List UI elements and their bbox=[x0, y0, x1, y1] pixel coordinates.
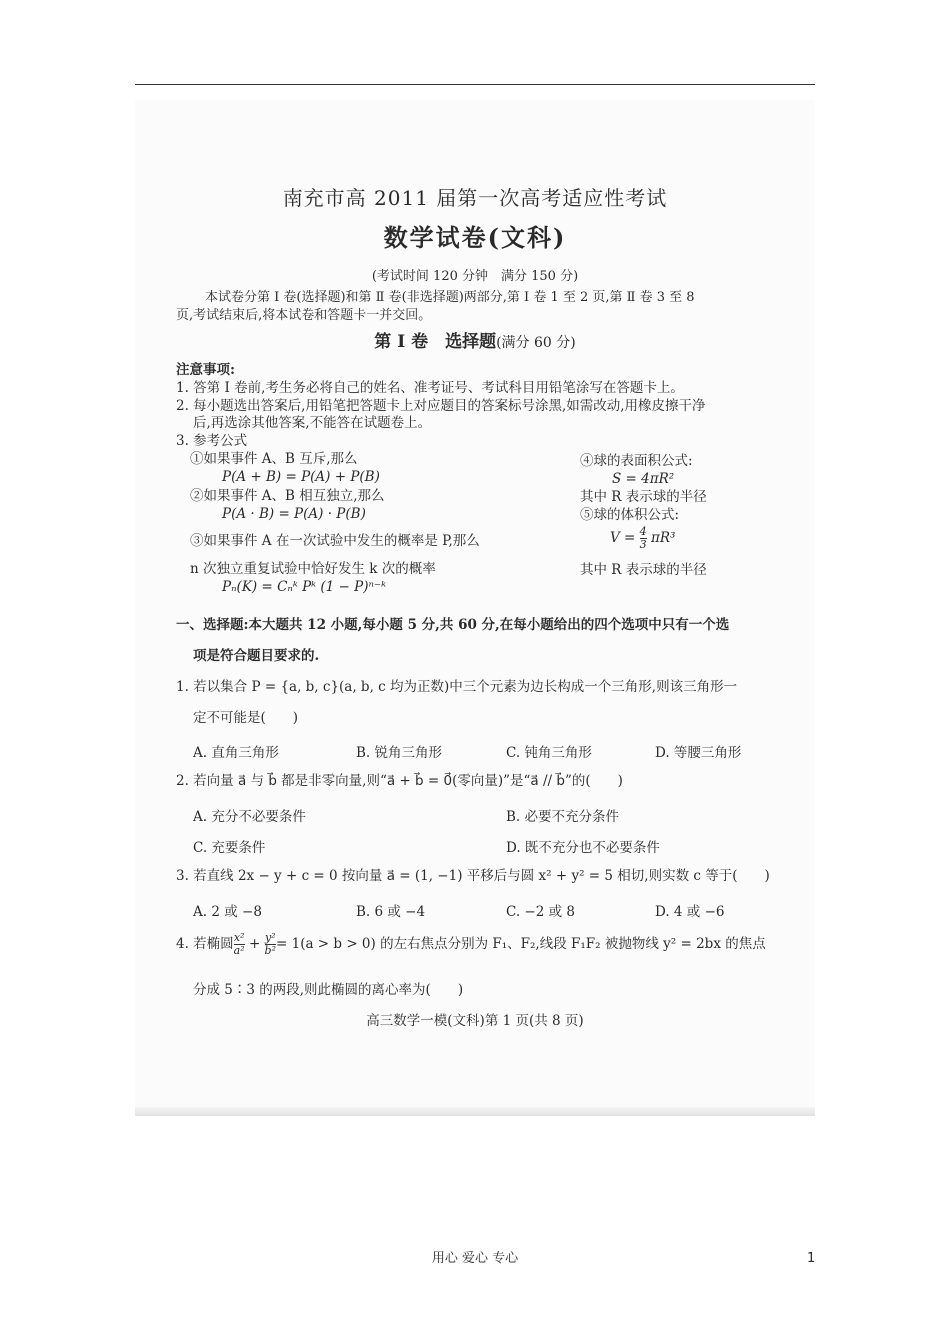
question-3-option-d: D. 4 或 −6 bbox=[655, 904, 725, 920]
formula-5-note: 其中 R 表示球的半径 bbox=[580, 562, 707, 578]
question-4-plus: + bbox=[248, 936, 261, 953]
formula-4-equation: S = 4πR² bbox=[612, 471, 675, 487]
notes-heading: 注意事项: bbox=[176, 362, 235, 378]
formula-1-equation: P(A + B) = P(A) + P(B) bbox=[222, 469, 380, 485]
doc-footer: 用心 爱心 专心 bbox=[431, 1251, 519, 1266]
question-2-option-b: B. 必要不充分条件 bbox=[506, 809, 620, 825]
question-4-stem-end: = 1(a > b > 0) 的左右焦点分别为 F₁、F₂,线段 F₁F₂ 被抛物线 y² = 2bx 的焦点 bbox=[276, 936, 766, 953]
note-item-2-cont: 后,再选涂其他答案,不能答在试题卷上。 bbox=[193, 415, 432, 431]
question-1-option-b: B. 锐角三角形 bbox=[356, 745, 443, 761]
part1-heading-cont: 项是符合题目要求的. bbox=[193, 648, 320, 664]
question-2-stem: 2. 若向量 a⃗ 与 b⃗ 都是非零向量,则“a⃗ + b⃗ = 0⃗(零向量)”是“a⃗ // b⃗”的( ) bbox=[176, 773, 623, 789]
question-4-fraction-x bbox=[234, 932, 245, 957]
question-4-fraction-y-den: b² bbox=[264, 944, 276, 958]
formula-5-numerator: 4 bbox=[639, 525, 647, 538]
note-item-1: 1. 答第 Ⅰ 卷前,考生务必将自己的姓名、准考证号、考试科目用铅笔涂写在答题卡上。 bbox=[176, 380, 684, 396]
question-4-fraction-y bbox=[265, 932, 276, 957]
header-rule bbox=[135, 84, 815, 85]
question-4-fraction-x-num: x² bbox=[233, 931, 245, 944]
intro-line-1: 本试卷分第 Ⅰ 卷(选择题)和第 Ⅱ 卷(非选择题)两部分,第 Ⅰ 卷 1 至 2 页,第 Ⅱ 卷 3 至 8 bbox=[205, 290, 695, 305]
question-1-stem: 1. 若以集合 P = {a, b, c}(a, b, c 均为正数)中三个元素为边长构成一个三角形,则该三角形一 bbox=[176, 679, 738, 695]
exam-time-info: (考试时间 120 分钟 满分 150 分) bbox=[371, 269, 579, 284]
question-3-option-c: C. −2 或 8 bbox=[506, 904, 576, 920]
formula-3-label: ③如果事件 A 在一次试验中发生的概率是 P,那么 bbox=[190, 533, 480, 549]
formula-5-denominator: 3 bbox=[639, 538, 647, 552]
formula-5-equation bbox=[610, 526, 675, 551]
question-1-option-c: C. 钝角三角形 bbox=[506, 745, 592, 761]
formula-5-rhs: πR³ bbox=[650, 530, 676, 547]
note-item-3: 3. 参考公式 bbox=[176, 433, 248, 449]
scan-bottom-edge bbox=[135, 1107, 815, 1116]
formula-5-lhs: V = bbox=[610, 530, 636, 547]
page-number: 1 bbox=[807, 1251, 816, 1266]
question-3-stem: 3. 若直线 2x − y + c = 0 按向量 a⃗ = (1, −1) 平移后与圆 x² + y² = 5 相切,则实数 c 等于( ) bbox=[176, 868, 770, 884]
question-2-option-a: A. 充分不必要条件 bbox=[193, 809, 306, 825]
question-3-option-a: A. 2 或 −8 bbox=[193, 904, 262, 920]
question-2-option-c: C. 充要条件 bbox=[193, 840, 266, 856]
formula-4-label: ④球的表面积公式: bbox=[580, 453, 693, 469]
question-4-stem-start: 4. 若椭圆 bbox=[176, 936, 234, 953]
question-2-option-d: D. 既不充分也不必要条件 bbox=[506, 840, 660, 856]
intro-line-2: 页,考试结束后,将本试卷和答题卡一并交回。 bbox=[176, 308, 432, 323]
question-1-option-d: D. 等腰三角形 bbox=[655, 745, 742, 761]
question-4-fraction-y-num: y² bbox=[264, 931, 276, 944]
formula-1-label: ①如果事件 A、B 互斥,那么 bbox=[190, 451, 358, 467]
formula-3-line-2: n 次独立重复试验中恰好发生 k 次的概率 bbox=[190, 561, 436, 577]
formula-5-fraction bbox=[640, 526, 647, 551]
section-points: (满分 60 分) bbox=[496, 335, 576, 351]
part1-heading: 一、选择题:本大题共 12 小题,每小题 5 分,共 60 分,在每小题给出的四个选项中只有一个选 bbox=[176, 617, 730, 633]
formula-3-equation: Pₙ(K) = Cₙᵏ Pᵏ (1 − P)ⁿ⁻ᵏ bbox=[222, 579, 387, 595]
exam-title: 南充市高 2011 届第一次高考适应性考试 bbox=[282, 186, 668, 210]
page-footer: 高三数学一模(文科)第 1 页(共 8 页) bbox=[366, 1013, 584, 1029]
formula-2-label: ②如果事件 A、B 相互独立,那么 bbox=[190, 488, 385, 504]
question-4-fraction-x-den: a² bbox=[233, 944, 245, 958]
exam-subtitle: 数学试卷(文科) bbox=[383, 223, 567, 252]
section-name: 第 Ⅰ 卷 选择题 bbox=[374, 332, 497, 352]
question-3-option-b: B. 6 或 −4 bbox=[356, 904, 426, 920]
note-item-2: 2. 每小题选出答案后,用铅笔把答题卡上对应题目的答案标号涂黑,如需改动,用橡皮擦干净 bbox=[176, 398, 706, 414]
formula-2-equation: P(A · B) = P(A) · P(B) bbox=[222, 506, 366, 522]
question-4-stem-cont: 分成 5∶3 的两段,则此椭圆的离心率为( ) bbox=[193, 982, 464, 998]
question-4-stem bbox=[176, 932, 766, 957]
question-1-stem-cont: 定不可能是( ) bbox=[193, 710, 299, 726]
formula-4-note: 其中 R 表示球的半径 bbox=[580, 489, 707, 505]
formula-5-label: ⑤球的体积公式: bbox=[580, 507, 680, 523]
section-title bbox=[0, 332, 950, 352]
question-1-option-a: A. 直角三角形 bbox=[193, 745, 279, 761]
